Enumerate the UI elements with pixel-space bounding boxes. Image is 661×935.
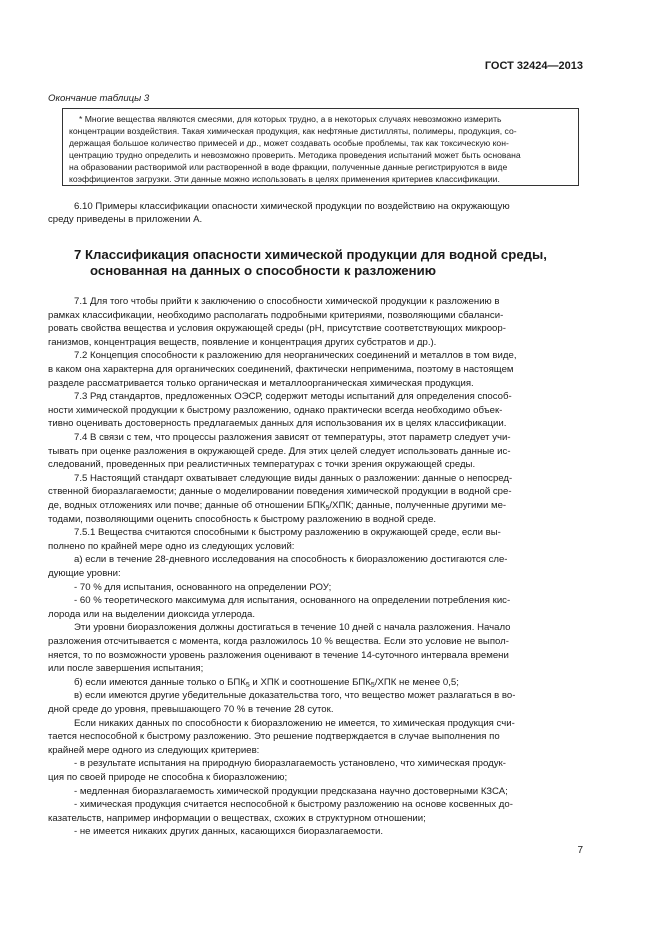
- section-7-title-line: 7 Классификация опасности химической продукции для водной среды,: [74, 247, 547, 262]
- body-text-line: 7.5.1 Вещества считаются способными к быстрому разложению в окружающей среде, если вы-: [74, 527, 501, 539]
- body-text-line: ности химической продукции к быстрому разложению, однако практически всегда необходимо объек-: [48, 404, 503, 416]
- body-text-line: разделе рассматривается только органическая и металлоорганическая химическая продукция.: [48, 377, 474, 389]
- body-text-line: 7.3 Ряд стандартов, предложенных ОЭСР, содержит методы испытаний для определения способ-: [74, 391, 512, 403]
- body-text-line: казательств, например информации о веществах, схожих в структурном отношении;: [48, 812, 426, 824]
- body-text-line: полнено по крайней мере одно из следующих условий:: [48, 540, 295, 552]
- body-text-line: в) если имеются другие убедительные доказательства того, что вещество может разлагаться в во-: [74, 690, 516, 702]
- body-text-line: ция по своей природе не способна к биоразложению;: [48, 772, 288, 783]
- body-text-line: 7.4 В связи с тем, что процессы разложения зависят от температуры, этот параметр следует учи-: [74, 432, 511, 443]
- body-text-line: - химическая продукция считается неспособной к быстрому разложению на основе косвенных до-: [74, 799, 513, 811]
- note-line: концентрации воздействия. Такая химическая продукция, как нефтяные дистилляты, полимеры, продукция, со-: [69, 126, 517, 136]
- body-text-line: Если никаких данных по способности к биоразложению не имеется, то химическая продукция счи-: [74, 717, 515, 729]
- body-text-line: ственной биоразлагаемости; данные о моделировании поведения химической продукции в водной сре-: [48, 486, 512, 498]
- note-line: * Многие вещества являются смесями, для которых трудно, а в некоторых случаях невозможно измерить: [79, 114, 502, 124]
- body-text-line: - не имеется никаких других данных, касающихся биоразлагаемости.: [74, 826, 384, 838]
- body-text-line: лорода или на выделении диоксида углерода.: [48, 608, 256, 620]
- note-line: на образовании растворимой или растворенной в воде фракции, полученные данные регистрируются в виде: [69, 162, 508, 172]
- body-text-line: а) если в течение 28-дневного исследования на способность к биоразложению достигаются сле-: [74, 554, 508, 566]
- body-text-line: б) если имеются данные только о $БПК_5$ и ХПК и соотношение $БПК_5$/ХПК не менее 0,5;: [74, 676, 459, 689]
- body-text-line: или после завершения испытания;: [48, 663, 204, 675]
- paragraph-6-10-line: среду приведены в приложении А.: [48, 214, 203, 225]
- body-text-line: рамках классификации, необходимо располагать подробными критериями, позволяющими сбаланси-: [48, 309, 504, 321]
- body-text-line: тывать при оценке разложения в окружающей среде. Для этих целей следует использовать данные ис-: [48, 445, 511, 457]
- body-text-line: Эти уровни биоразложения должны достигаться в течение 10 дней с начала разложения. Начало: [74, 622, 511, 634]
- body-text-line: 7.5 Настоящий стандарт охватывает следующие виды данных о разложении: данные о непосред-: [74, 472, 513, 484]
- body-text-line: тивно оценивать достоверность предлагаемых данных для использования их в целях классификации.: [48, 418, 507, 430]
- page-number: 7: [577, 845, 583, 856]
- paragraph-6-10-line: 6.10 Примеры классификации опасности химической продукции по воздействию на окружающую: [74, 201, 510, 212]
- table-caption: Окончание таблицы 3: [48, 93, 150, 104]
- note-line: центрацию трудно определить и невозможно проверить. Методика проведения испытаний может быть основана: [69, 150, 521, 160]
- body-text-line: крайней мере одного из следующих критериев:: [48, 744, 260, 756]
- body-text-line: тается неспособной к быстрому разложению. Это решение подтверждается в случае выполнения по: [48, 731, 500, 743]
- body-text-line: ганизмов, концентрация веществ, появление и концентрация других субстратов и др.).: [48, 336, 437, 348]
- note-line: коэффициентов загрузки. Эти данные можно использовать в целях применения критериев классификации.: [69, 174, 500, 184]
- body-text-line: следований, проведенных при реалистичных температурах с точки зрения окружающей среды.: [48, 459, 476, 471]
- document-id: ГОСТ 32424—2013: [484, 60, 583, 72]
- body-text-line: - 70 % для испытания, основанного на определении РОУ;: [74, 581, 332, 593]
- body-text-line: дующие уровни:: [48, 568, 121, 579]
- body-text-line: тодами, позволяющими оценить способность к быстрому разложению в водной среде.: [48, 513, 437, 525]
- body-text-line: разложения отсчитывается с момента, когда разложилось 10 % вещества. Если это условие не выпол-: [48, 636, 509, 647]
- body-text-line: 7.2 Концепция способности к разложению для неорганических соединений и металлов в том виде,: [74, 350, 517, 362]
- note-line: держащая большое количество примесей и др., может создавать особые проблемы, так как токсическую кон-: [69, 138, 509, 148]
- body-text-line: 7.1 Для того чтобы прийти к заключению о способности химической продукции к разложению в: [74, 296, 500, 307]
- body-text-line: няется, то по возможности уровень разложения оценивают в течение 14-суточного интервала времени: [48, 649, 509, 661]
- body-text-line: - в результате испытания на природную биоразлагаемость установлено, что химическая продук-: [74, 758, 506, 770]
- body-text-line: - 60 % теоретического максимума для испытания, основанного на определении потребления кис-: [74, 595, 511, 607]
- body-text-line: дной среде до уровня, превышающего 70 % в течение 28 суток.: [48, 704, 334, 715]
- body-text-line: - медленная биоразлагаемость химической продукции предсказана научно достоверными КЗСА;: [74, 785, 508, 797]
- table-footnote-box: [62, 108, 579, 186]
- body-text-line: де, водных отложениях или почве; данные об отношении $БПК_5$/ХПК; данные, полученные другими ме-: [48, 500, 507, 512]
- body-text-line: ровать свойства вещества и условия окружающей среды (pH, присутствие соответствующих микроор-: [48, 323, 506, 335]
- body-text-line: в каком она характерна для органических соединений, фактически неприменима, поэтому в настоящем: [48, 364, 514, 375]
- section-7-title-line: основанная на данных о способности к разложению: [90, 263, 436, 278]
